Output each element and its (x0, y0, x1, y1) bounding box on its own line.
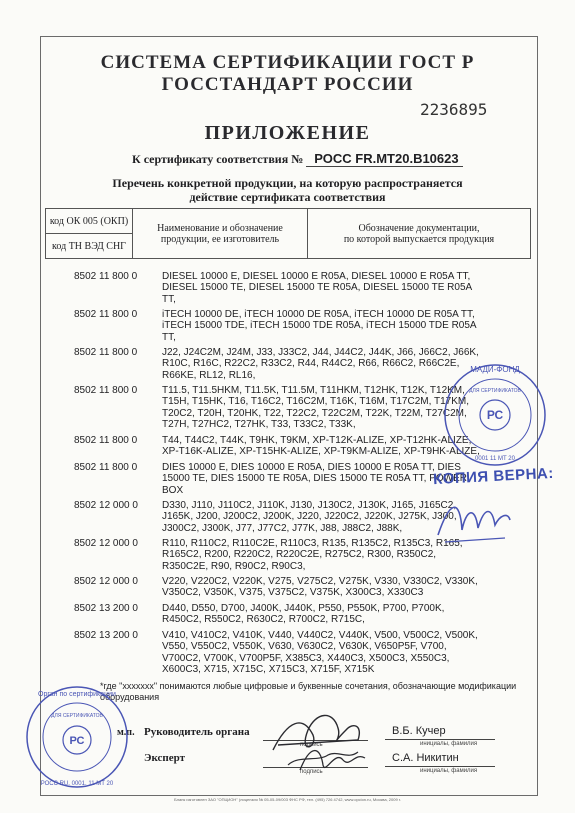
head-name-caption: инициалы, фамилия (420, 741, 478, 747)
certified-copy-signature (430, 490, 515, 550)
head-label: Руководитель органа (144, 726, 250, 738)
expert-label: Эксперт (144, 752, 186, 764)
product-line: BOX (162, 484, 184, 496)
product-line: R10C, R16C, R22C2, R33C2, R44, R44C2, R66, R66C2, R66C2E, (162, 358, 460, 370)
expert-signature (295, 740, 375, 780)
certificate-number: РОСС FR.MT20.B10623 (306, 151, 462, 167)
product-line: V350C2, V350K, V375, V375C2, V375K, X300C3, X330C3 (162, 587, 424, 599)
footnote-line1: *где "xxxxxxx" понимаются любые цифровые и буквенные сочетания, обозначающие модификации (100, 681, 517, 691)
product-line: R350C2E, R90, R90C2, R90C3, (162, 560, 306, 572)
product-line: R165C2, R200, R220C2, R220C2E, R275C2, R300, R350C2, (162, 549, 437, 561)
row-code: 8502 13 200 0 (74, 630, 138, 641)
product-line: iTECH 10000 DE, iTECH 10000 DE R05A, iTECH 10000 DE R05A TT, (162, 309, 475, 320)
row-code: 8502 11 800 0 (74, 462, 138, 473)
product-line: D330, J110, J110C2, J110K, J130, J130C2, J130K, J165, J165C2, (162, 500, 457, 511)
expert-signature-caption: подпись (300, 769, 323, 775)
product-line: T27H, T27HC2, T27HK, T33, T33C2, T33K, (162, 418, 356, 430)
row-products (162, 271, 510, 305)
header-okp: код ОК 005 (ОКП) (46, 209, 133, 234)
header-product-name (133, 209, 308, 259)
product-line: R110, R110C2, R110C2E, R110C3, R135, R135C2, R135C3, R165, (162, 538, 463, 549)
expert-name-caption: инициалы, фамилия (420, 768, 478, 774)
row-code: 8502 12 000 0 (74, 576, 138, 587)
certification-body-round-stamp (22, 682, 132, 792)
stamp-org-text: МАДИ-ФОНД (470, 365, 520, 374)
list-title-line2: действие сертификата соответствия (189, 190, 386, 204)
table-header (45, 208, 531, 259)
product-line: T44, T44C2, T44K, T9HK, T9KM, XP-T12K-ALIZE, XP-T12HK-ALIZE, (162, 435, 472, 446)
row-products (162, 576, 510, 599)
header-documentation (308, 209, 531, 259)
header-documentation-l1: Обозначение документации, (358, 222, 480, 234)
product-line: R450C2, R550C2, R630C2, R700C2, R715C, (162, 614, 365, 626)
product-line: R66KE, RL12, RL16, (162, 369, 256, 381)
expert-name-line (385, 766, 495, 767)
gosstandart-title: ГОССТАНДАРТ РОССИИ (161, 74, 414, 95)
head-name-line (385, 739, 495, 740)
madi-fond-round-stamp (440, 360, 550, 470)
mp-label: м.п. (117, 727, 135, 738)
row-code: 8502 11 800 0 (74, 347, 138, 358)
row-code: 8502 13 200 0 (74, 603, 138, 614)
row-code: 8502 12 000 0 (74, 538, 138, 549)
product-line: XP-T16K-ALIZE, XP-T15HK-ALIZE, XP-T9KM-ALIZE, XP-T9HK-ALIZE, (162, 446, 480, 458)
product-line: J300C2, J300K, J77, J77C2, J77K, J88, J88C2, J88K, (162, 522, 403, 534)
printer-imprint: Бланк изготовлен ЗАО "ОПЦИОН" (лицензия № 05-05-09/003 ФНС РФ, тел. (495) 726 4742, www.opcion.ru, Москва, 2009 г. (174, 797, 401, 802)
system-title: СИСТЕМА СЕРТИФИКАЦИИ ГОСТ Р (100, 52, 475, 73)
expert-name: С.А. Никитин (392, 752, 459, 764)
row-code: 8502 11 800 0 (74, 385, 138, 396)
product-line: J22, J24C2M, J24M, J33, J33C2, J44, J44C2, J44K, J66, J66C2, J66K, (162, 347, 479, 358)
product-line: T15H, T15HK, T16, T16C2, T16C2M, T16K, T16M, T17C2M, T17KM, (162, 396, 469, 408)
stamp-round-org-text: Орган по сертификации (38, 691, 116, 698)
certified-copy-stamp: КОПИЯ ВЕРНА: (432, 464, 555, 489)
row-products (162, 309, 510, 343)
row-code: 8502 11 800 0 (74, 271, 138, 282)
page-title: ПРИЛОЖЕНИЕ (204, 122, 371, 144)
header-tnved: код ТН ВЭД СНГ (46, 234, 133, 259)
product-line: V700C2, V700K, V700P5F, X385C3, X440C3, X500C3, X550C3, (162, 652, 450, 664)
serial-number: 2236895 (420, 100, 488, 119)
product-line: J165K, J200, J200C2, J200K, J220, J220C2, J220K, J275K, J300, (162, 511, 457, 523)
product-line: T11.5, T11.5HKM, T11.5K, T11.5M, T11HKM, T12HK, T12K, T12KM, (162, 385, 465, 396)
product-line: V550, V550C2, V550K, V630, V630C2, V630K, V650P5F, V700, (162, 641, 447, 653)
head-signature-caption: подпись (300, 742, 323, 748)
product-line: V220, V220C2, V220K, V275, V275C2, V275K, V330, V330C2, V330K, (162, 576, 478, 587)
product-line: DIES 10000 E, DIES 10000 E R05A, DIES 10000 E R05A TT, DIES (162, 462, 461, 473)
svg-text:РС: РС (486, 408, 504, 422)
product-line: V410, V410C2, V410K, V440, V440C2, V440K, V500, V500C2, V500K, (162, 630, 478, 641)
product-line: D440, D550, D700, J400K, J440K, P550, P550K, P700, P700K, (162, 603, 445, 614)
row-code: 8502 11 800 0 (74, 435, 138, 446)
product-line: DIESEL 10000 E, DIESEL 10000 E R05A, DIESEL 10000 E R05A TT, (162, 271, 471, 282)
stamp-code-text: 0001 11 МТ 20 (475, 456, 515, 462)
stamp-round-for-certs-text: ДЛЯ СЕРТИФИКАТОВ (51, 713, 103, 719)
header-product-name-l2: продукции, ее изготовитель (160, 233, 280, 245)
row-code: 8502 12 000 0 (74, 500, 138, 511)
product-line: DIESEL 15000 TE, DIESEL 15000 TE R05A, DIESEL 15000 TE R05A (162, 282, 473, 294)
stamp-round-code-text: РОСС RU. 0001. 11 МТ 20 (40, 781, 114, 787)
row-products (162, 630, 510, 675)
footnote-line2: оборудования (100, 692, 160, 702)
svg-text:РС: РС (69, 735, 85, 747)
certificate-prefix: К сертификату соответствия № (132, 152, 304, 166)
product-line: TT, (162, 331, 176, 343)
certificate-reference (132, 151, 463, 167)
list-title-line1: Перечень конкретной продукции, на которую распространяется (112, 176, 463, 190)
header-product-name-l1: Наименование и обозначение (157, 222, 283, 234)
stamp-for-certs-text: ДЛЯ СЕРТИФИКАТОВ (469, 388, 521, 394)
head-name: В.Б. Кучер (392, 725, 446, 737)
product-line: iTECH 15000 TDE, iTECH 15000 TDE R05A, iTECH 15000 TDE R05A (162, 320, 477, 332)
product-line: 15000 TE, DIES 15000 TE R05A, DIES 15000 TE R05A TT, POWER (162, 473, 467, 485)
row-products (162, 603, 510, 626)
header-documentation-l2: по которой выпускается продукция (343, 233, 495, 245)
product-line: X600C3, X715, X715C, X715C3, X715F, X715K (162, 663, 375, 675)
row-code: 8502 11 800 0 (74, 309, 138, 320)
product-line: T20C2, T20H, T20HK, T22, T22C2, T22C2M, T22K, T22M, T27C2M, (162, 407, 467, 419)
product-line: TT, (162, 293, 176, 305)
